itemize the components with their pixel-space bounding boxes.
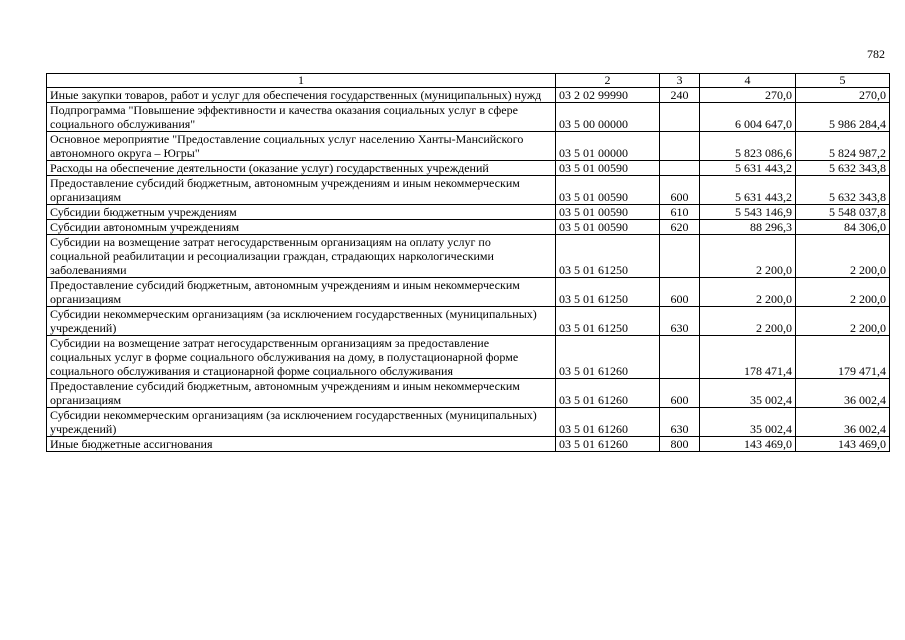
row-value-col5: 5 824 987,2 xyxy=(796,132,890,161)
row-name: Предоставление субсидий бюджетным, автономным учреждениям и иным некоммерческим организациям xyxy=(47,278,556,307)
row-value-col4: 270,0 xyxy=(700,88,796,103)
row-name: Иные бюджетные ассигнования xyxy=(47,437,556,452)
row-expense-type: 600 xyxy=(660,278,700,307)
row-value-col5: 2 200,0 xyxy=(796,307,890,336)
row-value-col4: 35 002,4 xyxy=(700,408,796,437)
row-name: Расходы на обеспечение деятельности (оказание услуг) государственных учреждений xyxy=(47,161,556,176)
header-col-4: 4 xyxy=(700,74,796,88)
row-value-col4: 5 631 443,2 xyxy=(700,161,796,176)
row-expense-type: 240 xyxy=(660,88,700,103)
header-col-1: 1 xyxy=(47,74,556,88)
row-expense-type xyxy=(660,235,700,278)
row-code: 03 5 01 00590 xyxy=(556,176,660,205)
row-value-col5: 2 200,0 xyxy=(796,278,890,307)
table-row xyxy=(47,205,890,220)
row-name: Подпрограмма "Повышение эффективности и качества оказания социальных услуг в сфере социального обслуживания" xyxy=(47,103,556,132)
row-name: Субсидии некоммерческим организациям (за исключением государственных (муниципальных) учреждений) xyxy=(47,307,556,336)
table-row xyxy=(47,103,890,132)
budget-table xyxy=(46,73,890,452)
row-value-col4: 6 004 647,0 xyxy=(700,103,796,132)
table-row xyxy=(47,307,890,336)
row-code: 03 5 01 00590 xyxy=(556,220,660,235)
row-value-col5: 5 632 343,8 xyxy=(796,161,890,176)
row-value-col4: 88 296,3 xyxy=(700,220,796,235)
table-row xyxy=(47,437,890,452)
table-row xyxy=(47,379,890,408)
row-value-col4: 2 200,0 xyxy=(700,278,796,307)
row-code: 03 5 01 61260 xyxy=(556,437,660,452)
header-col-3: 3 xyxy=(660,74,700,88)
row-expense-type: 610 xyxy=(660,205,700,220)
table-row xyxy=(47,176,890,205)
row-value-col5: 36 002,4 xyxy=(796,379,890,408)
row-value-col4: 143 469,0 xyxy=(700,437,796,452)
row-value-col5: 2 200,0 xyxy=(796,235,890,278)
row-expense-type xyxy=(660,336,700,379)
row-name: Субсидии некоммерческим организациям (за исключением государственных (муниципальных) учреждений) xyxy=(47,408,556,437)
row-expense-type: 630 xyxy=(660,307,700,336)
row-code: 03 5 01 00590 xyxy=(556,161,660,176)
table-row xyxy=(47,235,890,278)
row-value-col4: 5 823 086,6 xyxy=(700,132,796,161)
row-name: Иные закупки товаров, работ и услуг для обеспечения государственных (муниципальных) нужд xyxy=(47,88,556,103)
page-number: 782 xyxy=(867,47,885,61)
row-name: Субсидии на возмещение затрат негосударственным организациям на оплату услуг по социальной реабилитации и ресоциализации граждан, страдающих наркологическими заболеваниями xyxy=(47,235,556,278)
row-code: 03 5 01 00590 xyxy=(556,205,660,220)
table-row xyxy=(47,132,890,161)
row-name: Основное мероприятие "Предоставление социальных услуг населению Ханты-Мансийского автономного округа – Югры" xyxy=(47,132,556,161)
row-expense-type xyxy=(660,103,700,132)
table-body xyxy=(47,88,890,452)
row-code: 03 5 01 61260 xyxy=(556,336,660,379)
row-expense-type: 800 xyxy=(660,437,700,452)
row-code: 03 5 01 00000 xyxy=(556,132,660,161)
table-row xyxy=(47,278,890,307)
table-row xyxy=(47,336,890,379)
table-row xyxy=(47,161,890,176)
row-name: Субсидии на возмещение затрат негосударственным организациям за предоставление социальных услуг в форме социального обслуживания на дому, в полустационарной форме социального обслуживания и стационарной форме социального обслуживания xyxy=(47,336,556,379)
row-code: 03 5 01 61250 xyxy=(556,235,660,278)
row-expense-type: 620 xyxy=(660,220,700,235)
table-header-row xyxy=(47,74,890,88)
row-value-col4: 5 631 443,2 xyxy=(700,176,796,205)
row-code: 03 5 00 00000 xyxy=(556,103,660,132)
row-code: 03 5 01 61250 xyxy=(556,278,660,307)
row-code: 03 2 02 99990 xyxy=(556,88,660,103)
row-value-col5: 36 002,4 xyxy=(796,408,890,437)
row-value-col4: 178 471,4 xyxy=(700,336,796,379)
row-value-col5: 5 986 284,4 xyxy=(796,103,890,132)
row-value-col4: 35 002,4 xyxy=(700,379,796,408)
row-name: Субсидии автономным учреждениям xyxy=(47,220,556,235)
table-row xyxy=(47,88,890,103)
row-expense-type: 600 xyxy=(660,379,700,408)
row-value-col5: 179 471,4 xyxy=(796,336,890,379)
header-col-5: 5 xyxy=(796,74,890,88)
row-value-col4: 2 200,0 xyxy=(700,307,796,336)
header-col-2: 2 xyxy=(556,74,660,88)
row-name: Предоставление субсидий бюджетным, автономным учреждениям и иным некоммерческим организациям xyxy=(47,379,556,408)
table-row xyxy=(47,220,890,235)
row-value-col5: 84 306,0 xyxy=(796,220,890,235)
row-name: Субсидии бюджетным учреждениям xyxy=(47,205,556,220)
row-expense-type: 600 xyxy=(660,176,700,205)
row-value-col4: 2 200,0 xyxy=(700,235,796,278)
row-value-col5: 5 548 037,8 xyxy=(796,205,890,220)
row-value-col4: 5 543 146,9 xyxy=(700,205,796,220)
row-code: 03 5 01 61260 xyxy=(556,379,660,408)
row-expense-type: 630 xyxy=(660,408,700,437)
row-name: Предоставление субсидий бюджетным, автономным учреждениям и иным некоммерческим организациям xyxy=(47,176,556,205)
table-row xyxy=(47,408,890,437)
row-expense-type xyxy=(660,132,700,161)
row-value-col5: 270,0 xyxy=(796,88,890,103)
row-code: 03 5 01 61260 xyxy=(556,408,660,437)
row-code: 03 5 01 61250 xyxy=(556,307,660,336)
row-value-col5: 5 632 343,8 xyxy=(796,176,890,205)
row-value-col5: 143 469,0 xyxy=(796,437,890,452)
row-expense-type xyxy=(660,161,700,176)
